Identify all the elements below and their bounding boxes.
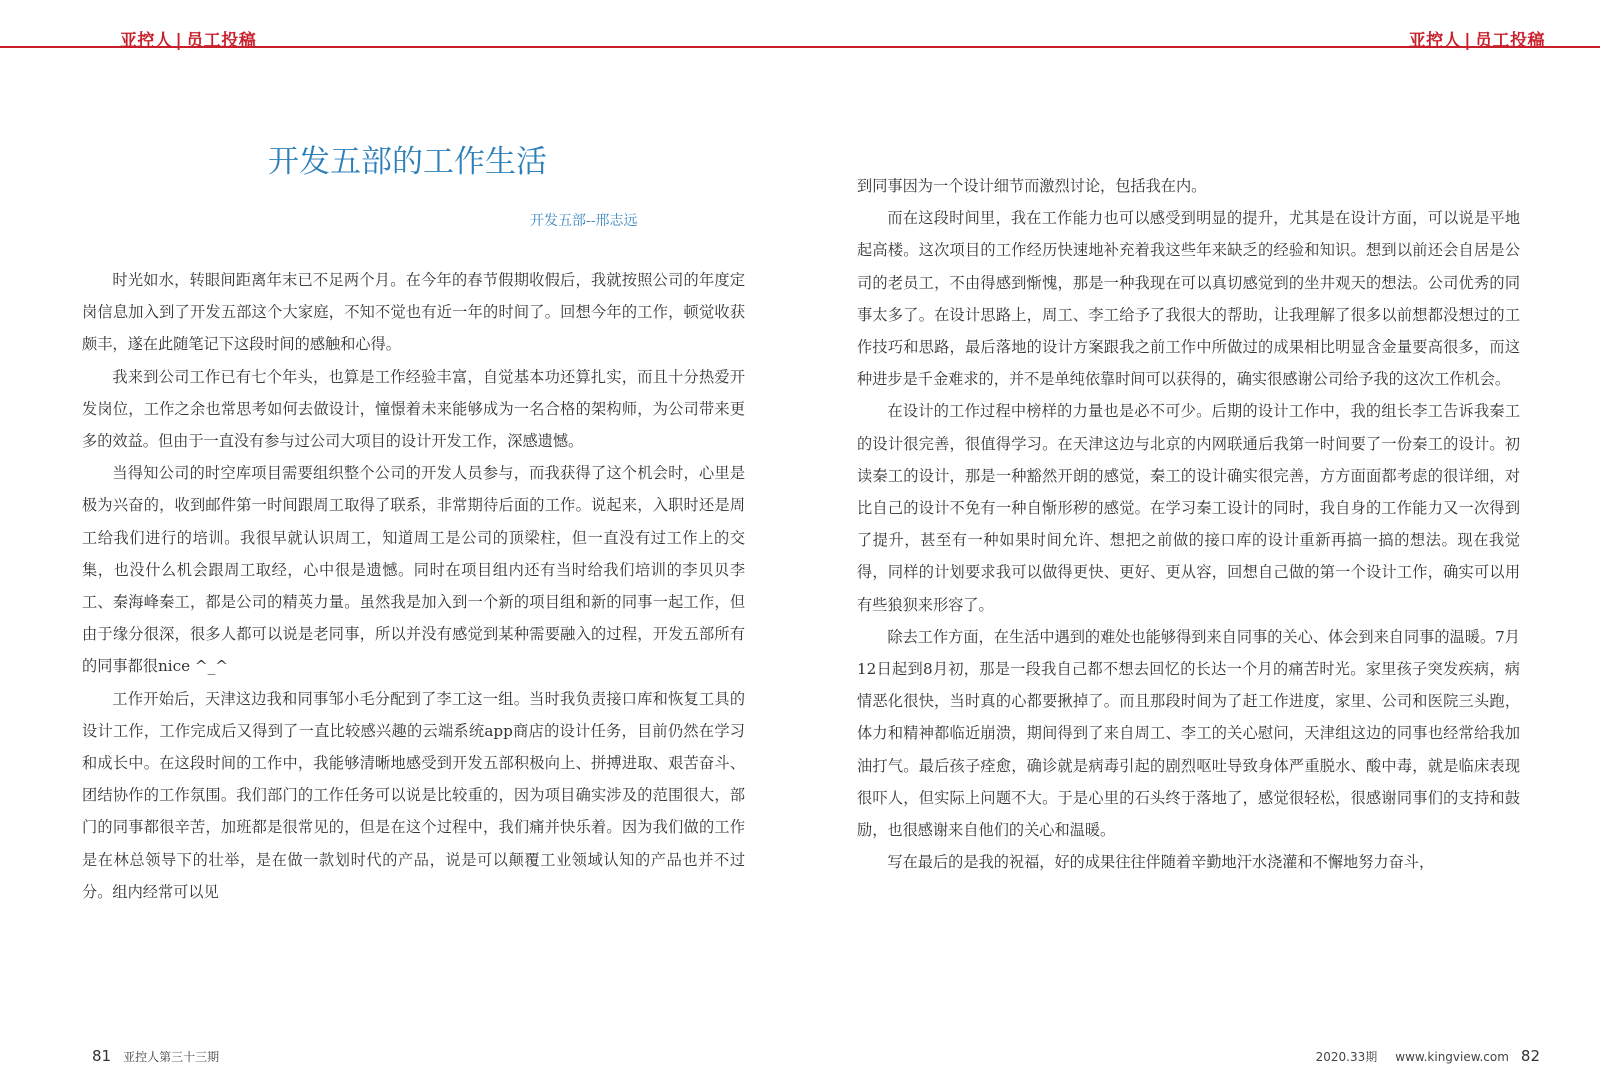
paragraph-continuation: 到同事因为一个设计细节而激烈讨论，包括我在内。 xyxy=(857,177,1207,195)
paragraph: 我来到公司工作已有七个年头，也算是工作经验丰富，自觉基本功还算扎实，而且十分热爱开发岗位，工作之余也常思考如何去做设计，憧憬着未来能够成为一名合格的架构师，为公司带来更多的效益。但由于一直没有参与过公司大项目的设计开发工作，深感遗憾。 xyxy=(82,367,745,451)
footer-issue-text: 亚控人第三十三期 xyxy=(123,1050,220,1064)
header-label-left xyxy=(120,26,256,51)
paragraph: 而在这段时间里，我在工作能力也可以感受到明显的提升，尤其是在设计方面，可以说是平地起高楼。这次项目的工作经历快速地补充着我这些年来缺乏的经验和知识。想到以前还会自居是公司的老员工，不由得感到惭愧，那是一种我现在可以真切感觉到的坐井观天的想法。公司优秀的同事太多了。在设计思路上，周工、李工给予了我很大的帮助，让我理解了很多以前想都没想过的工作技巧和思路，最后落地的设计方案跟我之前工作中所做过的成果相比明显含金量要高很多，而这种进步是千金难求的，并不是单纯依靠时间可以获得的，确实很感谢公司给予我的这次工作机会。 xyxy=(857,209,1520,389)
footer-left xyxy=(92,1047,219,1065)
paragraph: 在设计的工作过程中榜样的力量也是必不可少。后期的设计工作中，我的组长李工告诉我秦工的设计很完善，很值得学习。在天津这边与北京的内网联通后我第一时间要了一份秦工的设计。初读秦工的设计，那是一种豁然开朗的感觉，秦工的设计确实很完善，方方面面都考虑的很详细，对比自己的设计不免有一种自惭形秽的感觉。在学习秦工设计的同时，我自身的工作能力又一次得到了提升，甚至有一种如果时间允许、想把之前做的接口库的设计重新再搞一搞的想法。现在我觉得，同样的计划要求我可以做得更快、更好、更从容，回想自己做的第一个设计工作，确实可以用有些狼狈来形容了。 xyxy=(857,402,1520,614)
article-author: 开发五部--邢志远 xyxy=(530,213,638,229)
right-column xyxy=(857,170,1520,878)
article-title: 开发五部的工作生活 xyxy=(268,144,547,180)
paragraph: 工作开始后，天津这边我和同事邹小毛分配到了李工这一组。当时我负责接口库和恢复工具的设计工作，工作完成后又得到了一直比较感兴趣的云端系统app商店的设计任务，目前仍然在学习和成长中。在这段时间的工作中，我能够清晰地感受到开发五部积极向上、拼搏进取、艰苦奋斗、团结协作的工作氛围。我们部门的工作任务可以说是比较重的，因为项目确实涉及的范围很大，部门的同事都很辛苦，加班都是很常见的，但是在这个过程中，我们痛并快乐着。因为我们做的工作是在林总领导下的壮举，是在做一款划时代的产品，说是可以颠覆工业领域认知的产品也并不过分。组内经常可以见 xyxy=(82,689,745,901)
header-brand: 亚控人 xyxy=(1408,31,1462,51)
header-section: 员工投稿 xyxy=(186,31,257,51)
footer-url: www.kingview.com xyxy=(1395,1050,1509,1064)
header-separator: | xyxy=(1464,31,1471,51)
paragraph: 写在最后的是我的祝福，好的成果往往伴随着辛勤地汗水浇灌和不懈地努力奋斗， xyxy=(887,853,1435,872)
paragraph: 时光如水，转眼间距离年末已不足两个月。在今年的春节假期收假后，我就按照公司的年度定岗信息加入到了开发五部这个大家庭，不知不觉也有近一年的时间了。回想今年的工作，顿觉收获颇丰，遂在此随笔记下这段时间的感触和心得。 xyxy=(82,271,745,354)
header-separator: | xyxy=(175,31,183,51)
header-brand: 亚控人 xyxy=(120,31,173,51)
footer-right xyxy=(1316,1047,1540,1065)
paragraph: 当得知公司的时空库项目需要组织整个公司的开发人员参与，而我获得了这个机会时，心里是极为兴奋的，收到邮件第一时间跟周工取得了联系，非常期待后面的工作。说起来，入职时还是周工给我们进行的培训。我很早就认识周工，知道周工是公司的顶梁柱，但一直没有过工作上的交集，也没什么机会跟周工取经，心中很是遗憾。同时在项目组内还有当时给我们培训的李贝贝李工、秦海峰秦工，都是公司的精英力量。虽然我是加入到一个新的项目组和新的同事一起工作，但由于缘分很深，很多人都可以说是老同事，所以并没有感觉到某种需要融入的过程，开发五部所有的同事都很nice ^_^ xyxy=(82,464,745,676)
page-number: 81 xyxy=(92,1047,112,1065)
header-section: 员工投稿 xyxy=(1475,31,1545,51)
left-column xyxy=(82,264,745,908)
header-label-right xyxy=(1409,26,1545,51)
page-number: 82 xyxy=(1520,1047,1540,1065)
paragraph: 除去工作方面，在生活中遇到的难处也能够得到来自同事的关心、体会到来自同事的温暖。7月12日起到8月初，那是一段我自己都不想去回忆的长达一个月的痛苦时光。家里孩子突发疾病，病情恶化很快，当时真的心都要揪掉了。而且那段时间为了赶工作进度，家里、公司和医院三头跑，体力和精神都临近崩溃，期间得到了来自周工、李工的关心慰问，天津组这边的同事也经常给我加油打气。最后孩子痊愈，确诊就是病毒引起的剧烈呕吐导致身体严重脱水、酸中毒，就是临床表现很吓人，但实际上问题不大。于是心里的石头终于落地了，感觉很轻松，很感谢同事们的支持和鼓励，也很感谢来自他们的关心和温暖。 xyxy=(857,627,1520,840)
footer-issue: 2020.33期 xyxy=(1315,1050,1378,1064)
